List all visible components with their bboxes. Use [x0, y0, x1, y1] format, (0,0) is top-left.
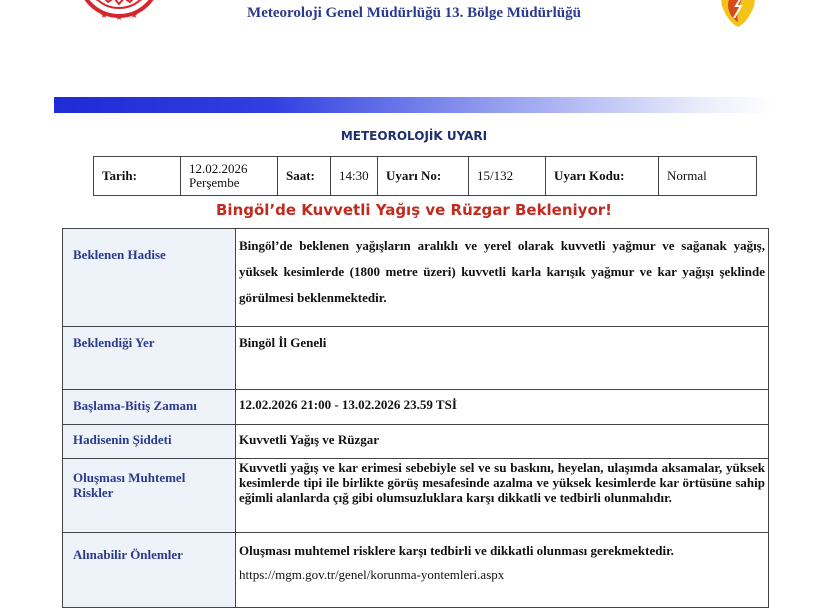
precautions-value: Oluşması muhtemel risklere karşı tedbirli ve dikkatli olunması gerekmektedir. — [239, 543, 674, 558]
protection-methods-link[interactable]: https://mgm.gov.tr/genel/korunma-yontemleri.aspx — [239, 567, 505, 582]
possible-risks-label: Oluşması Muhtemel Riskler — [63, 459, 236, 533]
document-title: METEOROLOJİK UYARI — [340, 129, 488, 143]
warning-details-table — [62, 228, 769, 608]
table-row — [63, 425, 769, 459]
svg-text:★: ★ — [130, 10, 139, 20]
table-row — [63, 390, 769, 425]
precautions-label: Alınabilir Önlemler — [63, 533, 236, 608]
organization-name: Meteoroloji Genel Müdürlüğü 13. Bölge Müdürlüğü — [247, 5, 581, 21]
date-label: Tarih: — [94, 157, 181, 196]
table-row — [63, 533, 769, 608]
table-row — [63, 459, 769, 533]
time-label: Saat: — [278, 157, 331, 196]
start-end-time-value: 12.02.2026 21:00 - 13.02.2026 23.59 TSİ — [236, 390, 769, 425]
severity-label: Hadisenin Şiddeti — [63, 425, 236, 459]
precautions-cell — [236, 533, 769, 608]
date-cell — [181, 157, 278, 196]
start-end-time-label: Başlama-Bitiş Zamanı — [63, 390, 236, 425]
possible-risks-value: Kuvvetli yağış ve kar erimesi sebebiyle sel ve su baskını, heyelan, ulaşımda aksamalar, yüksek kesimlerde tipi ile birlikte görüş mesafesinde azalma ve yüksek kesimlerde kar örtüsüne sahip eğimli alanlarda çığ gibi olumsuzluklara karşı dikkatli ve tedbirli olunmalıdır. — [236, 459, 769, 533]
expected-event-label: Beklenen Hadise — [63, 229, 236, 327]
warning-info-table — [93, 156, 757, 196]
warning-no-value: 15/132 — [469, 157, 546, 196]
warning-no-label: Uyarı No: — [378, 157, 469, 196]
expected-place-value: Bingöl İl Geneli — [236, 327, 769, 390]
warning-code-label: Uyarı Kodu: — [546, 157, 659, 196]
table-row — [63, 327, 769, 390]
date-value: 12.02.2026 — [189, 161, 248, 176]
day-value: Perşembe — [189, 175, 240, 190]
svg-text:★: ★ — [100, 10, 109, 20]
expected-event-value: Bingöl’de beklenen yağışların aralıklı ve yerel olarak kuvvetli yağmur ve sağanak yağış, yüksek kesimlerde (1800 metre üzeri) kuvvetli karla karışık yağmur ve kar yağışı şeklinde görülmesi beklenmektedir. — [236, 229, 769, 327]
time-value: 14:30 — [331, 157, 378, 196]
warning-headline: Bingöl’de Kuvvetli Yağış ve Rüzgar Bekleniyor! — [216, 201, 612, 219]
svg-text:★: ★ — [115, 12, 124, 22]
severity-value: Kuvvetli Yağış ve Rüzgar — [236, 425, 769, 459]
header-gradient-band — [54, 97, 772, 113]
table-row — [63, 229, 769, 327]
warning-code-value: Normal — [659, 157, 757, 196]
expected-place-label: Beklendiği Yer — [63, 327, 236, 390]
